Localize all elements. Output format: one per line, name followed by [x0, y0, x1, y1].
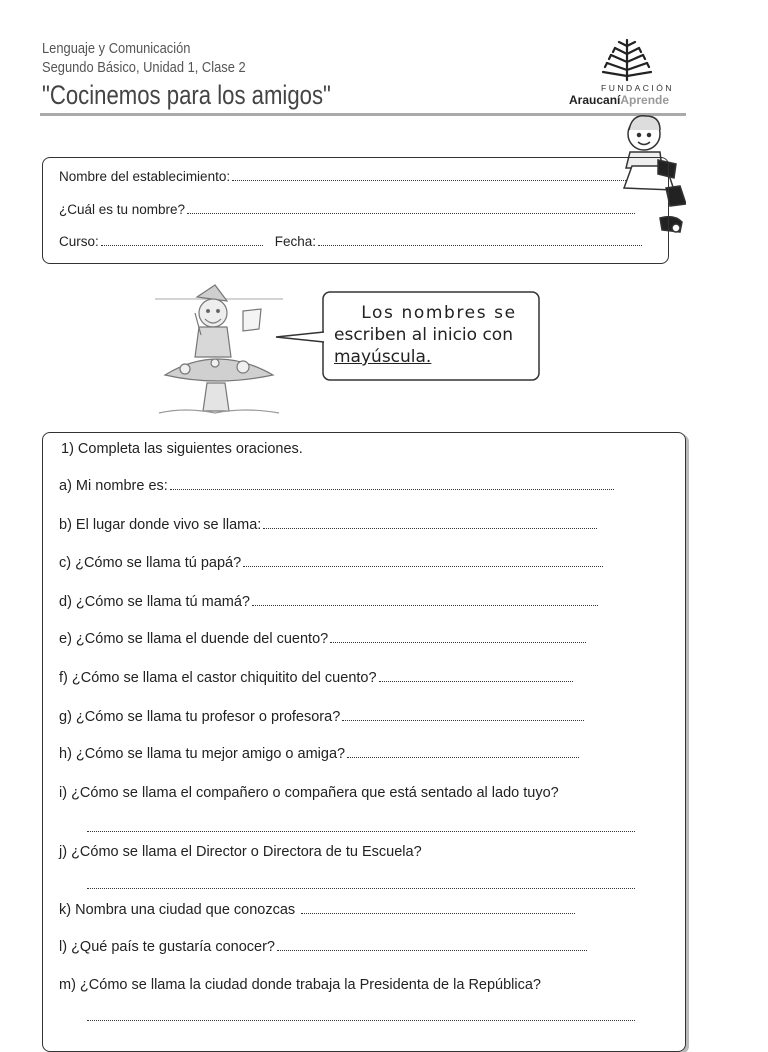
question-text: e) ¿Cómo se llama el duende del cuento? — [59, 631, 329, 647]
question-text: f) ¿Cómo se llama el castor chiquitito del cuento? — [59, 670, 377, 686]
answer-field-m[interactable] — [87, 1019, 635, 1021]
student-name-label: ¿Cuál es tu nombre? — [59, 202, 186, 217]
tip-line-2: escriben al inicio con — [334, 325, 513, 345]
header-divider — [40, 113, 686, 116]
answer-field-c[interactable] — [243, 565, 603, 567]
course-date-row — [59, 234, 642, 249]
speech-bubble-tail — [272, 330, 328, 346]
questions-box — [42, 432, 686, 1052]
question-a — [59, 478, 614, 494]
answer-field-f[interactable] — [379, 680, 573, 682]
araucaria-tree-icon — [565, 38, 689, 84]
question-text: b) El lugar donde vivo se llama: — [59, 517, 262, 533]
logo-brand — [569, 93, 669, 107]
school-name-field[interactable] — [232, 179, 626, 181]
answer-field-d[interactable] — [252, 604, 598, 606]
question-l — [59, 939, 587, 955]
course-field[interactable] — [101, 244, 263, 246]
answer-field-a[interactable] — [170, 488, 614, 490]
school-name-label: Nombre del establecimiento: — [59, 169, 231, 184]
logo-brand-part1: Araucaní — [569, 93, 621, 107]
question-m: m) ¿Cómo se llama la ciudad donde trabaja la Presidenta de la República? — [59, 977, 541, 993]
answer-field-g[interactable] — [342, 719, 584, 721]
logo-foundation-text: FUNDACIÓN — [601, 83, 675, 93]
question-text: a) Mi nombre es: — [59, 478, 168, 494]
question-g — [59, 709, 584, 725]
answer-field-b[interactable] — [263, 527, 597, 529]
fundacion-logo — [565, 38, 689, 108]
questions-heading: 1) Completa las siguientes oraciones. — [61, 441, 303, 457]
question-e — [59, 631, 586, 647]
student-name-row — [59, 202, 635, 217]
subject-label: Lenguaje y Comunicación — [42, 40, 191, 57]
question-text: g) ¿Cómo se llama tu profesor o profesora? — [59, 709, 341, 725]
date-label: Fecha: — [274, 234, 317, 249]
student-info-box — [42, 157, 669, 264]
answer-field-i[interactable] — [87, 830, 635, 832]
answer-field-j[interactable] — [87, 887, 635, 889]
question-text: l) ¿Qué país te gustaría conocer? — [59, 939, 275, 955]
question-text: k) Nombra una ciudad que conozcas — [59, 902, 296, 918]
answer-field-l[interactable] — [277, 949, 587, 951]
answer-field-k[interactable] — [301, 912, 575, 914]
question-i: i) ¿Cómo se llama el compañero o compañera que está sentado al lado tuyo? — [59, 785, 559, 801]
question-c — [59, 555, 603, 571]
question-b — [59, 517, 597, 533]
gnome-on-mushroom-illustration — [155, 283, 285, 418]
question-f — [59, 670, 573, 686]
question-text: h) ¿Cómo se llama tu mejor amigo o amiga? — [59, 746, 346, 762]
question-text: d) ¿Cómo se llama tú mamá? — [59, 594, 250, 610]
logo-brand-part2: Aprende — [620, 93, 670, 107]
question-text: c) ¿Cómo se llama tú papá? — [59, 555, 242, 571]
tip-line-1: Los nombres se — [361, 303, 517, 323]
date-field[interactable] — [318, 244, 642, 246]
page-title: "Cocinemos para los amigos" — [42, 80, 331, 110]
course-label: Curso: — [59, 234, 99, 249]
capitalization-tip — [334, 302, 530, 368]
unit-label: Segundo Básico, Unidad 1, Clase 2 — [42, 59, 246, 76]
tip-line-3: mayúscula. — [334, 347, 432, 367]
school-name-row — [59, 169, 626, 184]
question-k — [59, 902, 575, 918]
student-name-field[interactable] — [187, 212, 635, 214]
answer-field-h[interactable] — [347, 756, 579, 758]
answer-field-e[interactable] — [330, 641, 586, 643]
question-h — [59, 746, 579, 762]
question-j: j) ¿Cómo se llama el Director o Directora de tu Escuela? — [59, 844, 422, 860]
question-d — [59, 594, 598, 610]
